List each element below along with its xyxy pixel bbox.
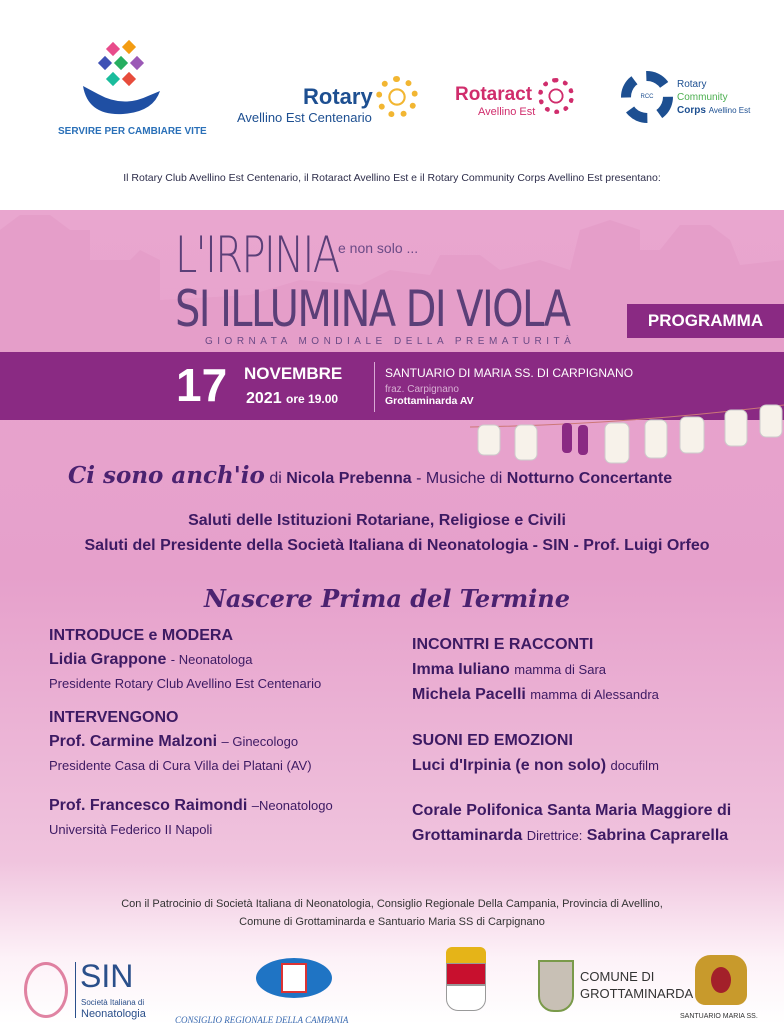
- film-title: Luci d'Irpinia (e non solo): [412, 757, 607, 774]
- incontri-heading: INCONTRI E RACCONTI: [412, 636, 594, 653]
- director-name: Sabrina Caprarella: [586, 827, 729, 844]
- sin-mother-baby-icon: [24, 962, 68, 1018]
- provincia-avellino-crest-icon: [446, 947, 486, 1017]
- sin-sub2: Neonatologia: [81, 1008, 146, 1020]
- event-year-time: [246, 390, 338, 408]
- title-line2: SI ILLUMINA DI VIOLA: [175, 280, 570, 338]
- patronage: [0, 895, 784, 931]
- comune-line1: COMUNE DI: [580, 969, 655, 984]
- servire-slogan: SERVIRE PER CAMBIARE VITE: [58, 126, 207, 137]
- event-month: NOVEMBRE: [244, 364, 343, 383]
- grottaminarda-crest-icon: [538, 960, 574, 1012]
- globe-hand-logo: [78, 36, 164, 120]
- programma-label: PROGRAMMA: [627, 304, 784, 338]
- consiglio-label: CONSIGLIO REGIONALE DELLA CAMPANIA: [175, 1015, 349, 1025]
- moderator-name: Lidia Grappone: [49, 651, 167, 668]
- show-music: Notturno Concertante: [506, 470, 673, 487]
- campania-region-emblem: [256, 958, 332, 998]
- comune-line2: GROTTAMINARDA: [580, 986, 694, 1001]
- rotaract-logo-name: Rotaract: [455, 84, 533, 105]
- speaker1-desc: Presidente Casa di Cura Villa dei Platani (AV): [49, 758, 312, 773]
- choir-line2: Grottaminarda: [412, 827, 523, 844]
- introduce-heading: INTRODUCE e MODERA: [49, 627, 234, 644]
- rcc-line1: Rotary: [677, 79, 707, 90]
- choir-line1: Corale Polifonica Santa Maria Maggiore di: [412, 802, 732, 819]
- rcc-logo-text: [677, 78, 750, 117]
- guest2-name: Michela Pacelli: [412, 686, 526, 703]
- rotaract-wheel-icon: [538, 78, 574, 114]
- sin-logo-text: SIN: [80, 958, 134, 994]
- event-venue: SANTUARIO DI MARIA SS. DI CARPIGNANO: [385, 366, 634, 380]
- patronage-line1: Con il Patrocinio di Società Italiana di Neonatologia, Consiglio Regionale Della Campania, Provincia di Avellino,: [121, 898, 663, 910]
- section-title: Nascere Prima del Termine: [203, 584, 571, 613]
- speaker1-role: – Ginecologo: [221, 734, 299, 749]
- baby-clothesline-illustration: [470, 395, 784, 470]
- campania-shield-icon: [281, 963, 307, 993]
- speaker2-role: –Neonatologo: [251, 798, 333, 813]
- director-label: Direttrice:: [526, 828, 583, 843]
- intro-text: Il Rotary Club Avellino Est Centenario, il Rotaract Avellino Est e il Rotary Community Corps Avellino Est presentano:: [123, 172, 661, 184]
- comune-logo-text: [580, 968, 693, 1002]
- right-column: [412, 632, 731, 848]
- sin-sub1: Società Italiana di: [81, 998, 145, 1007]
- rotaract-logo-sub: Avellino Est: [478, 106, 536, 118]
- moderator-role: - Neonatologa: [170, 652, 253, 667]
- santuario-crest-icon: [695, 955, 747, 1005]
- title-aside: e non solo ...: [338, 240, 419, 256]
- sin-divider: [75, 962, 76, 1018]
- band-divider: [374, 362, 375, 412]
- suoni-heading: SUONI ED EMOZIONI: [412, 732, 573, 749]
- event-year: 2021: [246, 390, 282, 407]
- rcc-badge: RCC: [640, 94, 654, 100]
- greeting-1: Saluti delle Istituzioni Rotariane, Religiose e Civili: [188, 512, 566, 529]
- speaker2-name: Prof. Francesco Raimondi: [49, 797, 248, 814]
- rotary-logo-sub: Avellino Est Centenario: [237, 110, 372, 125]
- title-subtitle: GIORNATA MONDIALE DELLA PREMATURITÀ: [205, 336, 576, 347]
- event-frazione: fraz. Carpignano: [385, 384, 459, 395]
- rcc-line3: Corps: [677, 105, 706, 116]
- greeting-2: Saluti del Presidente della Società Italiana di Neonatologia - SIN - Prof. Luigi Orfeo: [84, 537, 710, 554]
- speaker2-desc: Università Federico II Napoli: [49, 822, 213, 837]
- show-by: di: [269, 470, 282, 487]
- rotary-wheel-icon: [376, 76, 418, 118]
- event-time: ore 19.00: [286, 392, 339, 406]
- intervengono-heading: INTERVENGONO: [49, 709, 179, 726]
- show-line: [68, 462, 672, 489]
- left-column: [49, 624, 333, 842]
- patronage-line2: Comune di Grottaminarda e Santuario Maria SS di Carpignano: [239, 916, 545, 928]
- rcc-line2: Community: [677, 92, 728, 103]
- show-author: Nicola Prebenna: [286, 470, 412, 487]
- guest1-name: Imma Iuliano: [412, 661, 510, 678]
- rotary-logo-name: Rotary: [303, 84, 373, 109]
- guest2-role: mamma di Alessandra: [530, 687, 659, 702]
- show-music-label: - Musiche di: [416, 470, 503, 487]
- rcc-logo-icon: [621, 71, 673, 123]
- rcc-line3b: Avellino Est: [708, 106, 751, 115]
- santuario-label: SANTUARIO MARIA SS.: [680, 1013, 758, 1020]
- guest1-role: mamma di Sara: [514, 662, 606, 677]
- speaker1-name: Prof. Carmine Malzoni: [49, 733, 218, 750]
- event-town: Grottaminarda AV: [385, 395, 474, 407]
- title-line1: L'IRPINIA: [175, 226, 339, 284]
- moderator-desc: Presidente Rotary Club Avellino Est Centenario: [49, 676, 322, 691]
- film-role: docufilm: [610, 758, 659, 773]
- show-title: Ci sono anch'io: [68, 462, 265, 489]
- event-day: 17: [176, 359, 228, 411]
